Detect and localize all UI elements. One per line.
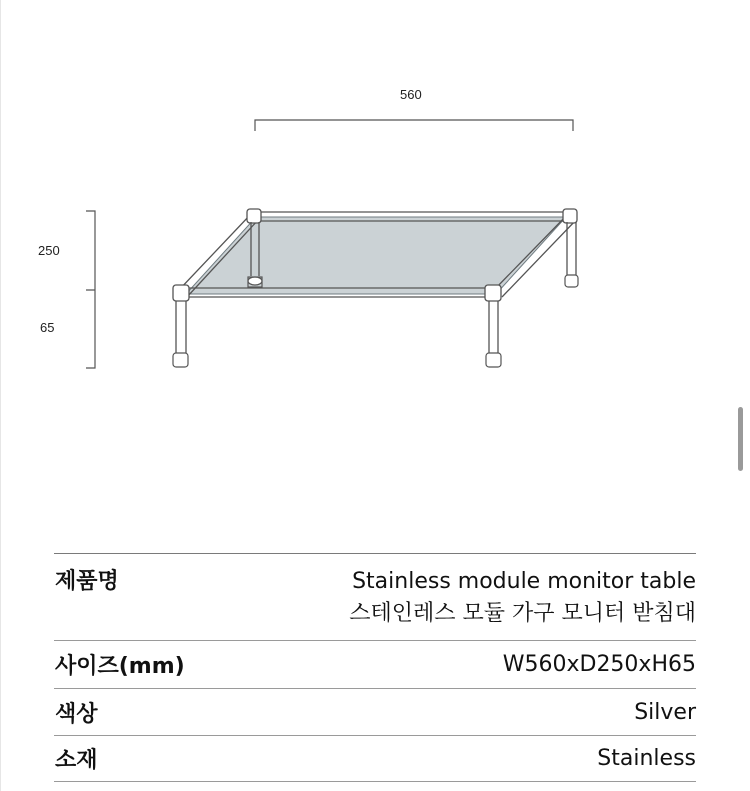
foot-front-left xyxy=(173,353,188,367)
spec-label-material: 소재 xyxy=(55,748,98,773)
spec-label-product-name: 제품명 xyxy=(55,569,119,594)
height-dimension-label: 65 xyxy=(40,320,55,335)
product-name-ko: 스테인레스 모듈 가구 모니터 받침대 xyxy=(349,601,696,626)
spec-row-color xyxy=(54,689,696,736)
leg-front-left xyxy=(176,301,186,355)
joint-back-right xyxy=(563,209,577,223)
spec-label-color: 색상 xyxy=(55,701,98,727)
spec-row-material xyxy=(54,736,696,782)
depth-dimension-bracket xyxy=(86,211,95,290)
foot-back-left xyxy=(248,277,262,285)
glass-top xyxy=(186,217,566,294)
leg-back-right xyxy=(567,222,576,275)
spec-row-product-name xyxy=(54,554,696,641)
foot-front-right xyxy=(486,353,501,367)
width-dimension-label: 560 xyxy=(400,87,422,102)
spec-value-product-name xyxy=(349,554,696,640)
spec-table xyxy=(54,553,696,782)
depth-dimension-label: 250 xyxy=(38,243,60,258)
page-scrollbar[interactable] xyxy=(738,407,743,471)
leg-front-right xyxy=(489,301,498,355)
foot-back-right xyxy=(565,275,578,287)
spec-value-material: Stainless xyxy=(597,746,696,771)
spec-value-size: W560xD250xH65 xyxy=(502,652,696,677)
joint-front-left xyxy=(173,285,189,301)
joint-back-left xyxy=(247,209,261,223)
product-name-en: Stainless module monitor table xyxy=(352,569,696,594)
spec-label-size: 사이즈(mm) xyxy=(55,654,185,679)
height-dimension-bracket xyxy=(86,290,95,368)
joint-front-right xyxy=(485,285,501,301)
spec-value-color: Silver xyxy=(634,699,696,725)
width-dimension-bracket xyxy=(255,120,573,131)
spec-row-size xyxy=(54,641,696,689)
